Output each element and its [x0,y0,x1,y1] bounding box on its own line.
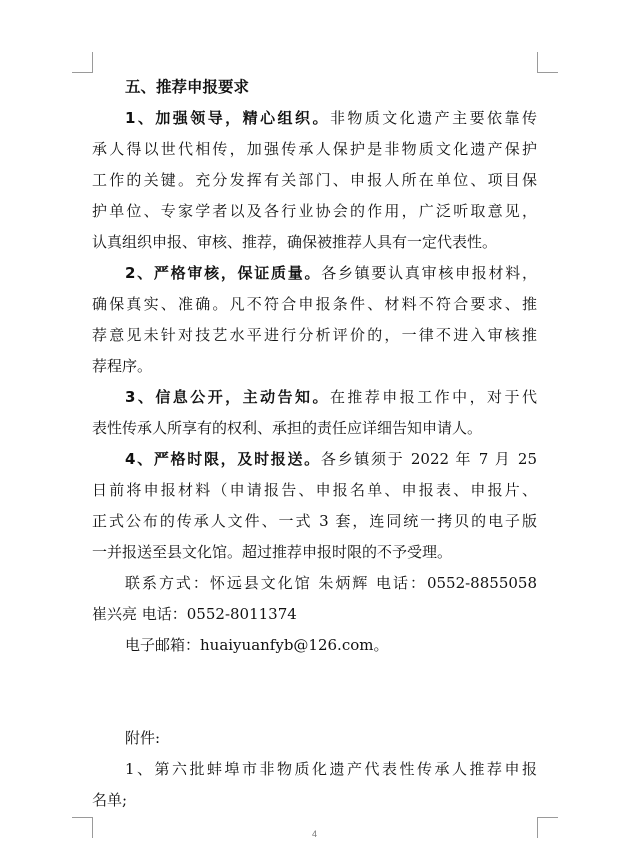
crop-mark-top-right [537,52,558,73]
attachment-item-line-2: 名单; [92,791,128,809]
contact-email: 电子邮箱：huaiyuanfyb@126.com。 [125,636,389,654]
spacer [92,692,537,723]
paragraph-2-line-1-text: 各乡镇要认真审核申报材料， [321,264,537,282]
contact-line-2: 崔兴亮 电话：0552-8011374 [92,605,297,623]
page-number: 4 [311,829,317,839]
paragraph-4-line-4: 一并报送至县文化馆。超过推荐申报时限的不予受理。 [92,543,453,561]
paragraph-4-line-2: 日前将申报材料（申请报告、申报名单、申报表、申报片、 [92,481,537,499]
paragraph-1-line-2: 承人得以世代相传，加强传承人保护是非物质文化遗产保护 [92,140,537,158]
section-heading: 五、推荐申报要求 [125,78,250,96]
paragraph-1-line-4: 护单位、专家学者以及各行业协会的作用，广泛听取意见， [92,202,537,220]
paragraph-2-line-1 [92,258,537,289]
crop-mark-top-left [72,52,93,73]
document-body [92,72,537,816]
paragraph-1-line-3: 工作的关键。充分发挥有关部门、申报人所在单位、项目保 [92,171,537,189]
paragraph-4-line-1-text: 各乡镇须于 2022 年 7 月 25 [320,450,537,468]
spacer [92,661,537,692]
paragraph-2-line-2: 确保真实、准确。凡不符合申报条件、材料不符合要求、推 [92,295,537,313]
paragraph-2-line-4: 荐程序。 [92,357,153,375]
paragraph-1-line-1-text: 非物质文化遗产主要依靠传 [329,109,537,127]
paragraph-1-lead: 1、加强领导，精心组织。 [125,109,330,127]
paragraph-1-line-1 [92,103,537,134]
paragraph-4-line-1 [92,444,537,475]
paragraph-3-line-2: 表性传承人所享有的权利、承担的责任应详细告知申请人。 [92,419,483,437]
paragraph-2-lead: 2、严格审核，保证质量。 [125,264,322,282]
paragraph-4-lead: 4、严格时限，及时报送。 [125,450,321,468]
attachment-item-line-1: 1、第六批蚌埠市非物质化遗产代表性传承人推荐申报 [125,760,537,778]
attachment-label: 附件: [125,729,161,747]
paragraph-3-lead: 3、信息公开，主动告知。 [125,388,330,406]
contact-line-1: 联系方式：怀远县文化馆 朱炳辉 电话：0552-8855058 [125,574,537,592]
paragraph-3-line-1-text: 在推荐申报工作中，对于代 [329,388,537,406]
paragraph-4-line-3: 正式公布的传承人文件、一式 3 套，连同统一拷贝的电子版 [92,512,537,530]
paragraph-1-line-5: 认真组织申报、审核、推荐，确保被推荐人具有一定代表性。 [92,233,498,251]
paragraph-2-line-3: 荐意见未针对技艺水平进行分析评价的，一律不进入审核推 [92,326,537,344]
paragraph-3-line-1 [92,382,537,413]
